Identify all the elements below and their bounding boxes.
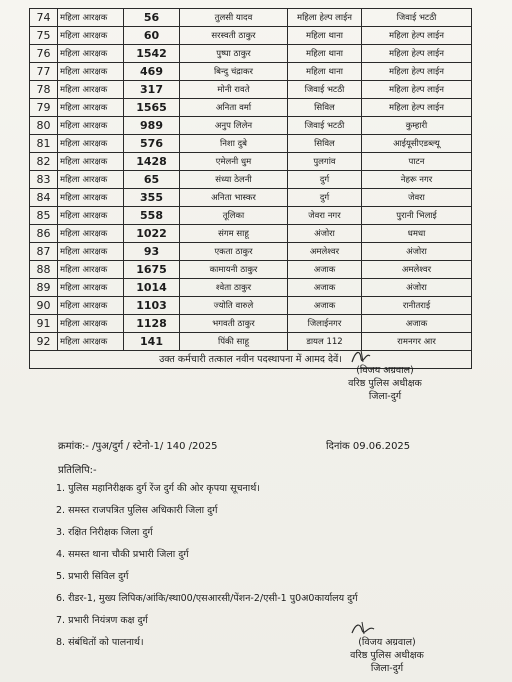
- employee-name-cell: भगवती ठाकुर: [180, 315, 288, 333]
- new-posting-cell: महिला हेल्प लाईन: [362, 99, 472, 117]
- serial-number-cell: 92: [30, 333, 58, 351]
- badge-number-cell: 1675: [124, 261, 180, 279]
- new-posting-cell: महिला हेल्प लाईन: [362, 63, 472, 81]
- badge-number-cell: 1014: [124, 279, 180, 297]
- current-posting-cell: अमलेश्वर: [288, 243, 362, 261]
- badge-number-cell: 141: [124, 333, 180, 351]
- employee-name-cell: तूलिका: [180, 207, 288, 225]
- table-row: [30, 27, 472, 45]
- post-cell: महिला आरक्षक: [58, 9, 124, 27]
- table-row: [30, 63, 472, 81]
- employee-name-cell: सरस्वती ठाकुर: [180, 27, 288, 45]
- signature-scribble: [332, 620, 392, 636]
- current-posting-cell: महिला थाना: [288, 27, 362, 45]
- post-cell: महिला आरक्षक: [58, 207, 124, 225]
- table-row: [30, 117, 472, 135]
- post-cell: महिला आरक्षक: [58, 153, 124, 171]
- copy-item: 3. रक्षित निरीक्षक जिला दुर्ग: [56, 527, 153, 538]
- new-posting-cell: अंजोरा: [362, 243, 472, 261]
- new-posting-cell: कुम्हारी: [362, 117, 472, 135]
- post-cell: महिला आरक्षक: [58, 63, 124, 81]
- employee-name-cell: निशा दुबे: [180, 135, 288, 153]
- post-cell: महिला आरक्षक: [58, 81, 124, 99]
- post-cell: महिला आरक्षक: [58, 243, 124, 261]
- table-row: [30, 243, 472, 261]
- employee-name-cell: कामायनी ठाकुर: [180, 261, 288, 279]
- badge-number-cell: 60: [124, 27, 180, 45]
- badge-number-cell: 355: [124, 189, 180, 207]
- current-posting-cell: जेवरा नगर: [288, 207, 362, 225]
- post-cell: महिला आरक्षक: [58, 261, 124, 279]
- table-row: [30, 261, 472, 279]
- current-posting-cell: अंजोरा: [288, 225, 362, 243]
- new-posting-cell: पाटन: [362, 153, 472, 171]
- signature-scribble: [330, 348, 390, 364]
- current-posting-cell: अजाक: [288, 297, 362, 315]
- transfer-table-body: [30, 9, 472, 351]
- signatory-name: (विजय अग्रवाल): [356, 365, 414, 376]
- employee-name-cell: तुलसी यादव: [180, 9, 288, 27]
- table-row: [30, 225, 472, 243]
- serial-number-cell: 88: [30, 261, 58, 279]
- current-posting-cell: पुलगांव: [288, 153, 362, 171]
- table-row: [30, 297, 472, 315]
- employee-name-cell: संगम साहू: [180, 225, 288, 243]
- post-cell: महिला आरक्षक: [58, 45, 124, 63]
- employee-name-cell: अनिता वर्मा: [180, 99, 288, 117]
- current-posting-cell: जिवाई भटठी: [288, 117, 362, 135]
- new-posting-cell: पुरानी भिलाई: [362, 207, 472, 225]
- copy-item: 5. प्रभारी सिविल दुर्ग: [56, 571, 129, 582]
- new-posting-cell: महिला हेल्प लाईन: [362, 45, 472, 63]
- post-cell: महिला आरक्षक: [58, 333, 124, 351]
- badge-number-cell: 989: [124, 117, 180, 135]
- current-posting-cell: अजाक: [288, 279, 362, 297]
- copy-item: 4. समस्त थाना चौकी प्रभारी जिला दुर्ग: [56, 549, 189, 560]
- employee-name-cell: श्वेता ठाकुर: [180, 279, 288, 297]
- badge-number-cell: 65: [124, 171, 180, 189]
- table-row: [30, 171, 472, 189]
- table-row: [30, 189, 472, 207]
- copy-item: 6. रीडर-1, मुख्य लिपिक/आंकि/स्था00/एसआरसी/पेंशन-2/एसी-1 पु0अ0कार्यालय दुर्ग: [56, 593, 358, 604]
- employee-name-cell: अनुप लिलेन: [180, 117, 288, 135]
- table-row: [30, 315, 472, 333]
- current-posting-cell: दुर्ग: [288, 171, 362, 189]
- table-row: [30, 45, 472, 63]
- current-posting-cell: सिविल: [288, 135, 362, 153]
- serial-number-cell: 87: [30, 243, 58, 261]
- signatory-name: (विजय अग्रवाल): [358, 637, 416, 648]
- current-posting-cell: अजाक: [288, 261, 362, 279]
- post-cell: महिला आरक्षक: [58, 225, 124, 243]
- badge-number-cell: 1565: [124, 99, 180, 117]
- employee-name-cell: एमेलनी धुम: [180, 153, 288, 171]
- serial-number-cell: 80: [30, 117, 58, 135]
- badge-number-cell: 56: [124, 9, 180, 27]
- post-cell: महिला आरक्षक: [58, 171, 124, 189]
- badge-number-cell: 558: [124, 207, 180, 225]
- new-posting-cell: जेवरा: [362, 189, 472, 207]
- serial-number-cell: 84: [30, 189, 58, 207]
- serial-number-cell: 78: [30, 81, 58, 99]
- employee-name-cell: ज्योति वारुले: [180, 297, 288, 315]
- signatory-title: वरिष्ठ पुलिस अधीक्षक: [350, 650, 424, 661]
- table-row: [30, 81, 472, 99]
- serial-number-cell: 77: [30, 63, 58, 81]
- table-row: [30, 279, 472, 297]
- serial-number-cell: 85: [30, 207, 58, 225]
- order-number: क्रमांक:- /पुअ/दुर्ग / स्टेनो-1/ 140 /2025: [58, 441, 218, 452]
- employee-name-cell: मोनी रावते: [180, 81, 288, 99]
- current-posting-cell: महिला थाना: [288, 63, 362, 81]
- badge-number-cell: 1103: [124, 297, 180, 315]
- employee-name-cell: एकता ठाकुर: [180, 243, 288, 261]
- employee-name-cell: पुष्पा ठाकुर: [180, 45, 288, 63]
- current-posting-cell: सिविल: [288, 99, 362, 117]
- serial-number-cell: 86: [30, 225, 58, 243]
- current-posting-cell: महिला थाना: [288, 45, 362, 63]
- serial-number-cell: 74: [30, 9, 58, 27]
- copy-item: 1. पुलिस महानिरीक्षक दुर्ग रेंज दुर्ग की ओर कृपया सूचनार्थ।: [56, 483, 260, 494]
- current-posting-cell: जिलाईनगर: [288, 315, 362, 333]
- serial-number-cell: 91: [30, 315, 58, 333]
- current-posting-cell: डायल 112: [288, 333, 362, 351]
- table-row: [30, 99, 472, 117]
- serial-number-cell: 83: [30, 171, 58, 189]
- new-posting-cell: अंजोरा: [362, 279, 472, 297]
- serial-number-cell: 75: [30, 27, 58, 45]
- serial-number-cell: 82: [30, 153, 58, 171]
- current-posting-cell: महिला हेल्प लाईन: [288, 9, 362, 27]
- copy-item: 7. प्रभारी नियंत्रण कक्ष दुर्ग: [56, 615, 148, 626]
- signature-block-bottom: [332, 620, 442, 675]
- order-date: दिनांक 09.06.2025: [326, 441, 411, 452]
- copy-item: 8. संबंधितों को पालनार्थ।: [56, 637, 144, 648]
- signatory-district: जिला-दुर्ग: [370, 663, 404, 674]
- table-row: [30, 207, 472, 225]
- new-posting-cell: महिला हेल्प लाईन: [362, 81, 472, 99]
- serial-number-cell: 81: [30, 135, 58, 153]
- transfer-table: [29, 8, 472, 369]
- post-cell: महिला आरक्षक: [58, 117, 124, 135]
- employee-name-cell: बिन्दु चंद्राकर: [180, 63, 288, 81]
- post-cell: महिला आरक्षक: [58, 279, 124, 297]
- post-cell: महिला आरक्षक: [58, 99, 124, 117]
- badge-number-cell: 1428: [124, 153, 180, 171]
- order-line: [58, 438, 418, 452]
- post-cell: महिला आरक्षक: [58, 297, 124, 315]
- employee-name-cell: पिंकी साहू: [180, 333, 288, 351]
- badge-number-cell: 93: [124, 243, 180, 261]
- table-row: [30, 9, 472, 27]
- new-posting-cell: जिवाई भटठी: [362, 9, 472, 27]
- signatory-district: जिला-दुर्ग: [368, 391, 402, 402]
- new-posting-cell: धमधा: [362, 225, 472, 243]
- copy-heading: प्रतिलिपि:-: [58, 465, 97, 476]
- footer-note: उक्त कर्मचारी तत्काल नवीन पदस्थापना में आमद देवें।: [30, 351, 472, 369]
- new-posting-cell: आईयूसीएडब्ल्यू: [362, 135, 472, 153]
- new-posting-cell: महिला हेल्प लाईन: [362, 27, 472, 45]
- table-row: [30, 153, 472, 171]
- badge-number-cell: 576: [124, 135, 180, 153]
- employee-name-cell: अनिता भास्कर: [180, 189, 288, 207]
- serial-number-cell: 76: [30, 45, 58, 63]
- badge-number-cell: 1022: [124, 225, 180, 243]
- signature-block-top: [330, 348, 440, 403]
- serial-number-cell: 79: [30, 99, 58, 117]
- badge-number-cell: 469: [124, 63, 180, 81]
- post-cell: महिला आरक्षक: [58, 27, 124, 45]
- copy-item: 2. समस्त राजपत्रित पुलिस अधिकारी जिला दुर्ग: [56, 505, 218, 516]
- badge-number-cell: 1128: [124, 315, 180, 333]
- current-posting-cell: जिवाई भटठी: [288, 81, 362, 99]
- current-posting-cell: दुर्ग: [288, 189, 362, 207]
- new-posting-cell: अमलेश्वर: [362, 261, 472, 279]
- post-cell: महिला आरक्षक: [58, 135, 124, 153]
- new-posting-cell: रामनगर आर: [362, 333, 472, 351]
- serial-number-cell: 90: [30, 297, 58, 315]
- post-cell: महिला आरक्षक: [58, 189, 124, 207]
- post-cell: महिला आरक्षक: [58, 315, 124, 333]
- table-row: [30, 135, 472, 153]
- badge-number-cell: 317: [124, 81, 180, 99]
- employee-name-cell: संध्या ठेलनी: [180, 171, 288, 189]
- signatory-title: वरिष्ठ पुलिस अधीक्षक: [348, 378, 422, 389]
- new-posting-cell: अजाक: [362, 315, 472, 333]
- serial-number-cell: 89: [30, 279, 58, 297]
- new-posting-cell: रानीतराई: [362, 297, 472, 315]
- badge-number-cell: 1542: [124, 45, 180, 63]
- new-posting-cell: नेहरू नगर: [362, 171, 472, 189]
